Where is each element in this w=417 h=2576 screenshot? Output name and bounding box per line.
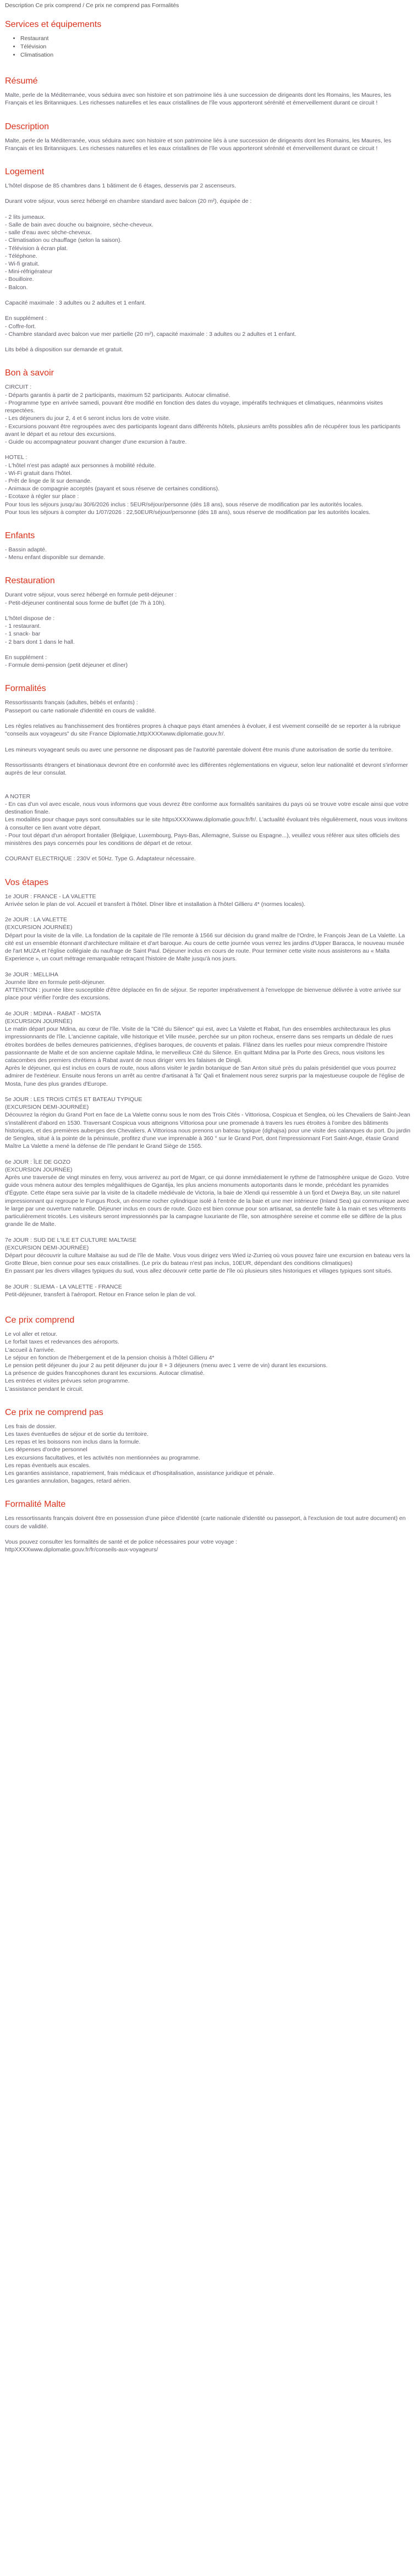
restauration-text: Durant votre séjour, vous serez hébergé en formule petit-déjeuner : - Petit-déjeuner continental sous forme de buffet (de 7h à 10h). L'hôtel dispose de : - 1 restaurant. - 1 snack- bar - 2 bars dont 1 dans le hall. En supplément : - Formule demi-pension (petit déjeuner et dîner) bbox=[5, 592, 177, 669]
formalites-section bbox=[5, 683, 412, 863]
services-list bbox=[5, 35, 412, 59]
bon-a-savoir-title: Bon à savoir bbox=[5, 368, 54, 378]
restauration-section bbox=[5, 576, 412, 669]
enfants-text: - Bassin adapté. - Menu enfant disponible sur demande. bbox=[5, 546, 106, 561]
formalites-title: Formalités bbox=[5, 684, 46, 694]
vos-etapes-text: 1e JOUR : FRANCE - LA VALETTE Arrivée selon le plan de vol. Accueil et transfert à l'hôtel. Dîner libre et installation à l'hôtel Gillieru 4* (normes locales). 2e JOUR : LA VALETTE (EXCURSION JOURNÉE) Départ pour la visite de la ville. La fondation de la capitale de l'île remonte à 1566 sur décision du grand maître de l'Ordre, le François Jean de La Valette. La cité est un ensemble étonnant d'architecture militaire et d'art baroque. Au cours de cette journée vous verrez les jardins d'Upper Baracca, le nouveau musée de l'art MUZA et l'église collégiale du naufrage de Saint Paul. Déjeuner inclus en cours de route. Pour terminer cette visite nous assisterons au « Malta Experience », un court métrage remarquable retraçant l'histoire de Malte jusqu'à nos jours. 3e JOUR : MELLIHA Journée libre en formule petit-déjeuner. ATTENTION : journée libre susceptible d'être déplacée en fin de séjour. Se reporter impérativement à l'enveloppe de bienvenue délivrée à votre arrivée sur place pour vérifier l'ordre des excursions. 4e JOUR : MDINA - RABAT - MOSTA (EXCURSION JOURNÉE) Le matin départ pour Mdina, au cœur de l'île. Visite de la "Cité du Silence" qui est, avec La Valette et Rabat, l'un des ensembles architecturaux les plus impressionnants de l'île. L'ancienne capitale, ville historique et Ville musée, perchée sur un piton rocheux, enserre dans ses remparts un dédale de rues étroites bordées de belles demeures patriciennes, d'églises baroques, de couvents et palais. Flânez dans les ruelles pour mieux comprendre l'histoire passionnante de Malte et de son ancienne capitale Mdina, le merveilleux Cité du Silence. En quittant Mdina par la Porte des Grecs, nous visitons les catacombes des premiers chrétiens à Rabat avant de nous diriger vers les falaises de Dingli. Après le déjeuner, qui est inclus en cours de route, nous allons visiter le jardin botanique de San Anton situé près du palais présidentiel que vous pourrez admirer de l'extérieur. Ensuite nous ferons un arrêt au centre d'artisanat à Ta' Qali et finalement nous serez surpris par la majestueuse coupole de l'église de Mosta, l'une des plus grandes d'Europe. 5e JOUR : LES TROIS CITÉS ET BATEAU TYPIQUE (EXCURSION DEMI-JOURNÉE) Découvrez la région du Grand Port en face de La Valette connu sous le nom des Trois Cités - Vittoriosa, Cospicua et Senglea, où les Chevaliers de Saint-Jean s'installèrent d'abord en 1530. Traversant Cospicua vous atteignons Vittoriosa pour une promenade à travers les rues étroites à l'ombre des bâtiments historiques, et des premières auberges des Chevaliers. A Vittoriosa nous prenons un bateau typique (dghajsa) pour une visite des calanques du port. Du jardin de Senglea, situé à la pointe de la péninsule, profitez d'une vue imprenable à 360 ° sur le Grand Port, dont l'impressionnant Fort Saint-Ange, étasie Grand Maître La Valette a mené la défense de l'île pendant le Grand Siège de 1565. 6e JOUR : ÎLE DE GOZO (EXCURSION JOURNÉE) Après une traversée de vingt minutes en ferry, vous arriverez au port de Mgarr, ce qui donne immédiatement le rythme de l'atmosphère unique de Gozo. Votre guide vous mènera autour des temples mégalithiques de Ggantija, les plus anciens monuments autoportants dans le monde, précédant les pyramides d'Égypte. Cette étape sera suivie par la visite de la citadelle médiévale de Victoria, la baie de Xlendi qui ressemble à un fjord et Dwejra Bay, un site naturel impressionnant qui regroupe le Fungus Rock, un énorme rocher cylindrique isolé à l'entrée de la baie et une mer intérieure (Inland Sea) qui communique avec le large par une ouverture naturelle. Déjeuner inclus en cours de route. Gozo est bien connue pour son artisanat, sa dentelle faite à la main et ses vêtements particulièrement tricotés. Les visiteurs seront impressionnés par la campagne luxuriante de l'île, son atmosphère sereine et comme elle se diffère de la plus grande île de Malte. 7e JOUR : SUD DE L'ILE ET CULTURE MALTAISE (EXCURSION DEMI-JOURNÉE) Départ pour découvrir la culture Maltaise au sud de l'île de Malte. Vous vous dirigez vers Wied iz-Zurrieq où vous pouvez faire une excursion en bateau vers la Grotte Bleue, bien connue pour ses eaux cristallines. (Le prix du bateau n'est pas inclus, 10EUR, dépendant des conditions climatiques) En passant par les divers villages typiques du sud, vous allez découvrir cette partie de l'île où plusieurs sites historiques et villages typiques sont situés. 8e JOUR : SLIEMA - LA VALETTE - FRANCE Petit-déjeuner, transfert à l'aéroport. Retour en France selon le plan de vol. bbox=[5, 893, 411, 1298]
restauration-title: Restauration bbox=[5, 576, 55, 586]
logement-section bbox=[5, 167, 412, 353]
description-text: Malte, perle de la Méditerranée, vous séduira avec son histoire et son patrimoine liés à une succession de dirigeants dont les Romains, les Maures, les Français et les Britanniques. Les richesses naturelles et les eaux cristallines de l'île vous apporteront sérénité et émerveillement durant ce circuit ! bbox=[5, 137, 393, 152]
formalite-malte-text: Les ressortissants français doivent être en possession d'une pièce d'identité (carte nationale d'identité ou passeport, à l'exclusion de tout autre document) en cours de validité. Vous pouvez consulter les formalités de santé et de police nécessaires pour votre voyage : httpXXXXwww.diplomatie.gouv.fr/fr/conseils-aux-voyageurs/ bbox=[5, 1515, 406, 1554]
formalite-malte-title: Formalité Malte bbox=[5, 1500, 66, 1510]
ce-prix-ne-comprend-pas-text: Les frais de dossier. Les taxes éventuelles de séjour et de sortie du territoire. Les repas et les boissons non inclus dans la formule. Les dépenses d'ordre personnel Les excursions facultatives, et les activités non mentionnées au programme. Les repas éventuels aux escales. Les garanties assistance, rapatriement, frais médicaux et d'hospitalisation, assistance juridique et pénale. Les garanties annulation, bagages, retard aérien. bbox=[5, 1423, 275, 1485]
vos-etapes-section bbox=[5, 877, 412, 1299]
services-section bbox=[5, 19, 412, 59]
bon-a-savoir-section bbox=[5, 368, 412, 516]
ce-prix-comprend-title: Ce prix comprend bbox=[5, 1315, 75, 1325]
ce-prix-comprend-section bbox=[5, 1315, 412, 1393]
logement-text: L'hôtel dispose de 85 chambres dans 1 bâtiment de 6 étages, desservis par 2 ascenseurs. Durant votre séjour, vous serez hébergé en chambre standard avec balcon (20 m²), équipée de : - 2 lits jumeaux. - Salle de bain avec douche ou baignoire, sèche-cheveux. - salle d'eau avec sèche-cheveux. - Climatisation ou chauffage (selon la saison). - Télévision à écran plat. - Téléphone. - Wi-fi gratuit. - Mini-réfrigérateur - Bouilloire. - Balcon. Capacité maximale : 3 adultes ou 2 adultes et 1 enfant. En supplément : - Coffre-fort. - Chambre standard avec balcon vue mer partielle (20 m²), capacité maximale : 3 adultes ou 2 adultes et 1 enfant. Lits bébé à disposition sur demande et gratuit. bbox=[5, 183, 297, 353]
list-item: • Télévision bbox=[20, 43, 412, 51]
resume-title: Résumé bbox=[5, 76, 38, 86]
enfants-section bbox=[5, 530, 412, 561]
formalite-malte-section bbox=[5, 1499, 412, 1554]
ce-prix-ne-comprend-pas-section bbox=[5, 1407, 412, 1485]
services-title: Services et équipements bbox=[5, 20, 102, 30]
description-line: Description Ce prix comprend / Ce prix ne comprend pas Formalités bbox=[5, 2, 179, 9]
list-item: • Climatisation bbox=[20, 51, 412, 59]
description-title: Description bbox=[5, 121, 50, 131]
vos-etapes-title: Vos étapes bbox=[5, 877, 49, 887]
list-item: • Restaurant bbox=[20, 35, 412, 43]
bon-a-savoir-text: CIRCUIT : - Départs garantis à partir de 2 participants, maximum 52 participants. Autocar climatisé. - Programme type en arrivée samedi, pouvant être modifié en fonction des dates du voyage, impératifs techniques et climatiques, néanmoins visites respectées. - Les déjeuners du jour 2, 4 et 6 seront inclus lors de votre visite. - Excursions pouvant être regroupées avec des participants logeant dans différents hôtels, plusieurs arrêts possibles afin de récupérer tous les participants avant le départ et au retour des excursions. - Guide ou accompagnateur pouvant changer d'une excursion à l'autre. HOTEL : - L'hôtel n'est pas adapté aux personnes à mobilité réduite. - Wi-Fi gratuit dans l'hôtel. - Prêt de linge de lit sur demande. - Animaux de compagnie acceptés (payant et sous réserve de certaines conditions). - Ecotaxe à régler sur place : Pour tous les séjours jusqu'au 30/6/2026 inclus : 5EUR/séjour/personne (dès 18 ans), sous réserve de modification par les autorités locales. Pour tous les séjours à compter du 1/07/2026 : 22,50EUR/séjour/personne (dès 18 ans), sous réserve de modification par les autorités locales. bbox=[5, 384, 400, 516]
resume-section bbox=[5, 76, 412, 107]
ce-prix-comprend-text: Le vol aller et retour. Le forfait taxes et redevances des aéroports. L'accueil à l'arrivée. Le séjour en fonction de l'hébergement et de la pension choisis à l'hôtel Gillieru 4* Le pension petit déjeuner du jour 2 au petit déjeuner du jour 8 + 3 déjeuners (menu avec 1 verre de vin) durant les excursions. La présence de guides francophones durant les excursions. Autocar climatisé. Les entrées et visites prévues selon programme. L'assistance pendant le circuit. bbox=[5, 1331, 328, 1392]
enfants-title: Enfants bbox=[5, 530, 35, 540]
ce-prix-ne-comprend-pas-title: Ce prix ne comprend pas bbox=[5, 1407, 103, 1417]
logement-title: Logement bbox=[5, 167, 45, 177]
resume-text: Malte, perle de la Méditerranée, vous séduira avec son histoire et son patrimoine liés à une succession de dirigeants dont les Romains, les Maures, les Français et les Britanniques. Les richesses naturelles et les eaux cristallines de l'île vous apporteront sérénité et émerveillement durant ce circuit ! bbox=[5, 92, 393, 107]
description-section bbox=[5, 121, 412, 152]
formalites-text: Ressortissants français (adultes, bébés et enfants) : Passeport ou carte nationale d'identité en cours de validité. Les règles relatives au franchissement des frontières propres à chaque pays étant amenées à évoluer, il est vivement conseillé de se reporter à la rubrique "conseils aux voyageurs" du site France Diplomatie,httpXXXXwww.diplomatie.gouv.fr/. Les mineurs voyageant seuls ou avec une personne ne disposant pas de l'autorité parentale doivent être munis d'une autorisation de sortie du territoire. Ressortissants étrangers et binationaux devront être en conformité avec les différentes réglementations en vigueur, selon leur nationalité et devront s'informer auprès de leur consulat. A NOTER - En cas d'un vol avec escale, nous vous informons que vous devrez être conforme aux formalités sanitaires du pays où se trouve votre escale ainsi que votre destination finale. Les modalités pour chaque pays sont consultables sur le site httpsXXXXwww.diplomatie.gouv.fr/fr/. L'actualité évoluant très régulièrement, nous vous invitons à consulter ce lien avant votre départ. - Pour tout départ d'un aéroport frontalier (Belgique, Luxembourg, Pays-Bas, Allemagne, Suisse ou Espagne...), veuillez vous référer aux sites officiels des ministères des pays concernés pour les conditions de départ et de retour. COURANT ELECTRIQUE : 230V et 50Hz. Type G. Adaptateur nécessaire. bbox=[5, 699, 409, 863]
